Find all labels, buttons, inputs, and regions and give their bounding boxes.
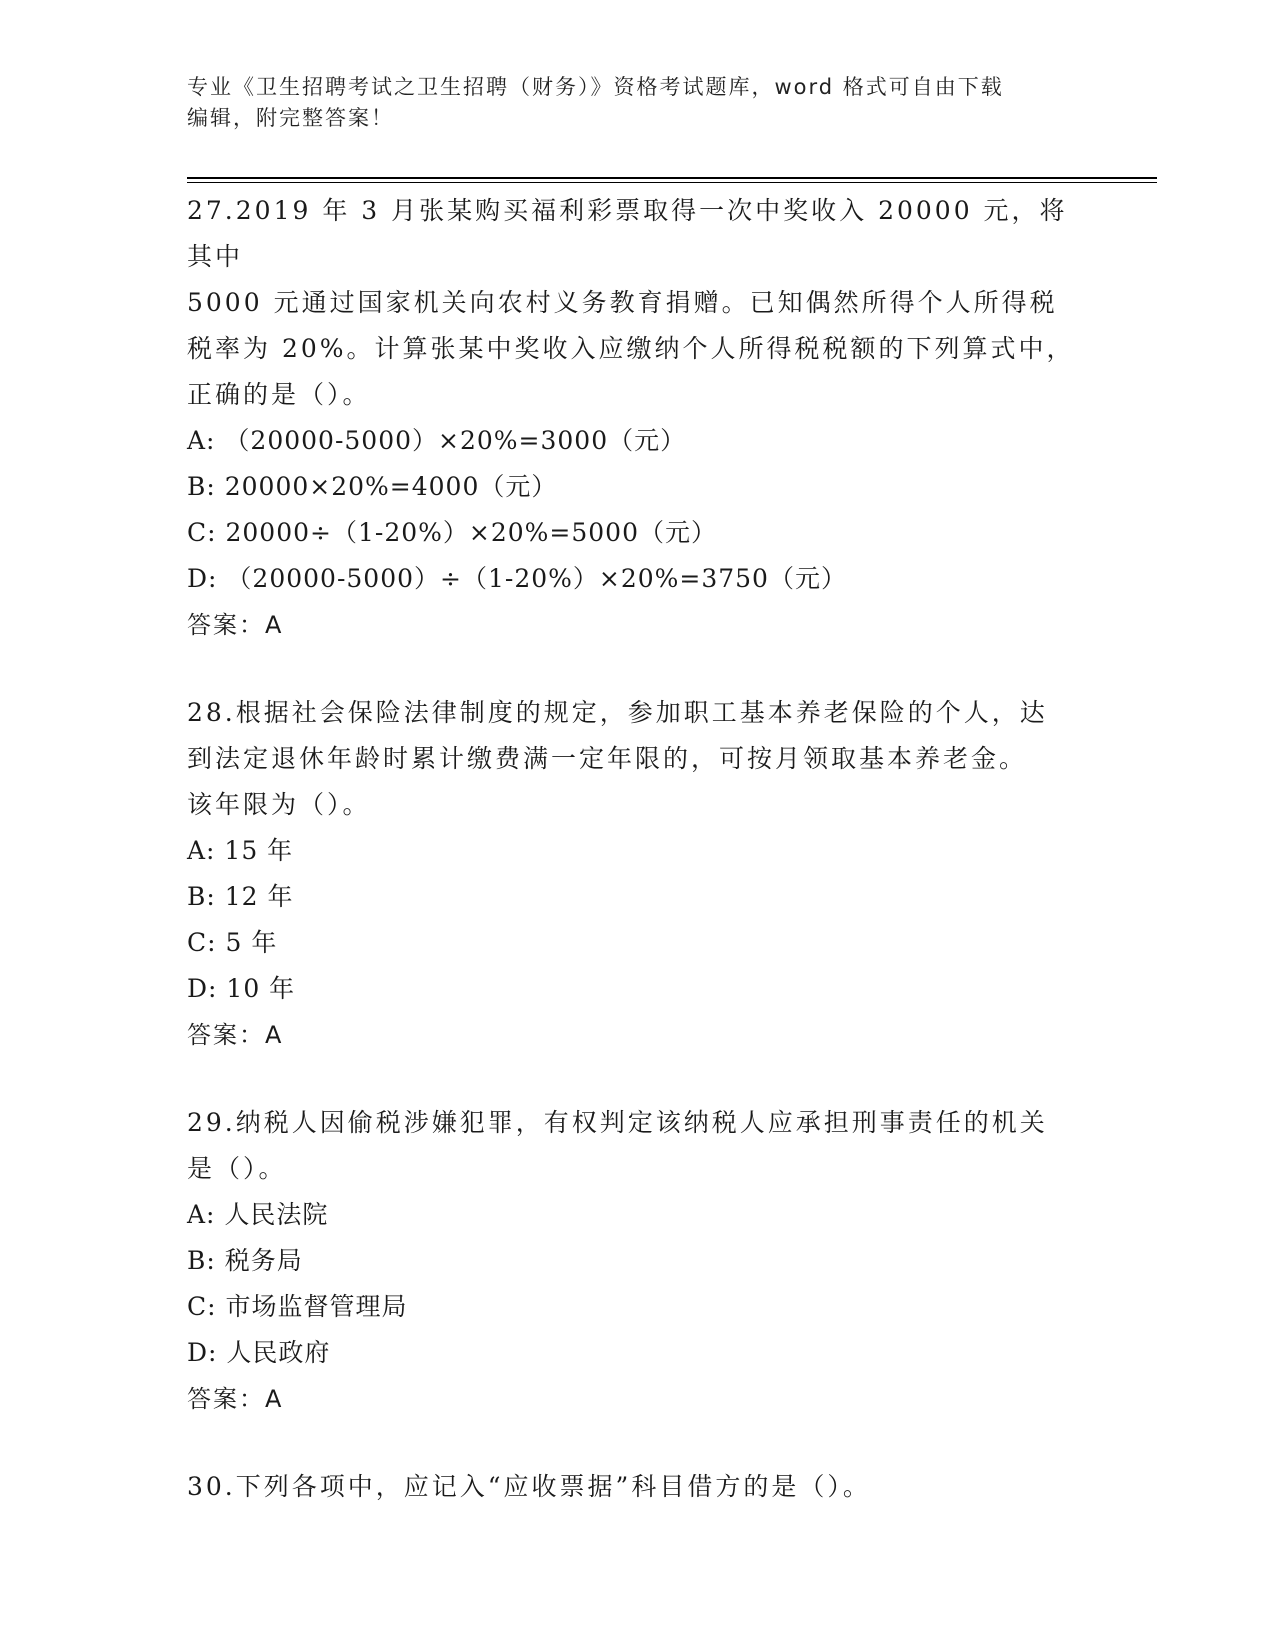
question-list	[187, 188, 1087, 1552]
stem-line: 该年限为（）。	[187, 790, 371, 819]
stem-line: 5000 元通过国家机关向农村义务教育捐赠。已知偶然所得个人所得税	[187, 288, 1058, 317]
stem-line: 27.2019 年 3 月张某购买福利彩票取得一次中奖收入 20000 元，将其中	[187, 196, 1068, 271]
option-b: B: 12 年	[187, 882, 294, 911]
stem-line: 29.纳税人因偷税涉嫌犯罪，有权判定该纳税人应承担刑事责任的机关	[187, 1108, 1048, 1137]
option-a: A: 15 年	[187, 836, 294, 865]
question-28	[187, 690, 1087, 1058]
answer: 答案：A	[187, 611, 284, 639]
option-c: C: 5 年	[187, 928, 278, 957]
option-b: B: 20000×20%=4000（元）	[187, 472, 558, 501]
answer: 答案：A	[187, 1385, 284, 1413]
option-d: D: （20000-5000）÷（1-20%）×20%=3750（元）	[187, 564, 847, 593]
option-c: C: 市场监督管理局	[187, 1292, 408, 1321]
option-c: C: 20000÷（1-20%）×20%=5000（元）	[187, 518, 717, 547]
option-a: A: （20000-5000）×20%=3000（元）	[187, 426, 687, 455]
stem-line: 28.根据社会保险法律制度的规定，参加职工基本养老保险的个人，达	[187, 698, 1048, 727]
document-header	[187, 72, 1087, 134]
question-30	[187, 1464, 1087, 1510]
question-stem	[187, 1464, 1087, 1510]
question-27	[187, 188, 1087, 648]
option-b: B: 税务局	[187, 1246, 303, 1275]
option-d: D: 10 年	[187, 974, 296, 1003]
question-stem	[187, 1100, 1087, 1192]
header-line-2: 编辑，附完整答案！	[187, 106, 394, 130]
option-a: A: 人民法院	[187, 1200, 329, 1229]
stem-line: 税率为 20%。计算张某中奖收入应缴纳个人所得税税额的下列算式中，	[187, 334, 1075, 363]
question-29	[187, 1100, 1087, 1422]
answer: 答案：A	[187, 1021, 284, 1049]
question-stem	[187, 690, 1087, 828]
header-line-1: 专业《卫生招聘考试之卫生招聘（财务）》资格考试题库，word 格式可自由下载	[187, 75, 1004, 99]
stem-line: 是（）。	[187, 1154, 287, 1183]
stem-line: 30.下列各项中，应记入“应收票据”科目借方的是（）。	[187, 1472, 871, 1501]
stem-line: 到法定退休年龄时累计缴费满一定年限的，可按月领取基本养老金。	[187, 744, 1028, 773]
question-stem	[187, 188, 1087, 418]
header-divider-thick	[187, 177, 1157, 179]
stem-line: 正确的是（）。	[187, 380, 371, 409]
option-d: D: 人民政府	[187, 1338, 331, 1367]
header-divider-thin	[187, 182, 1157, 183]
